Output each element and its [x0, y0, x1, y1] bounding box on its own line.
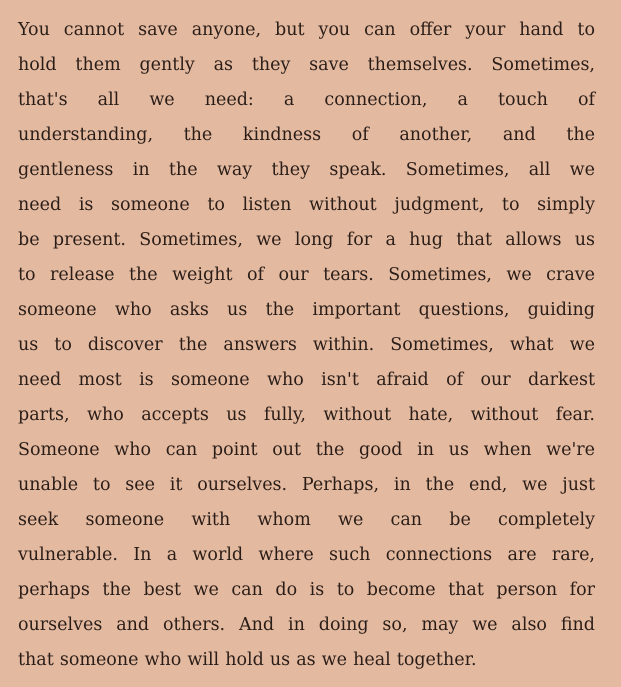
text-line: to release the weight of our tears. Sometimes, we crave — [18, 265, 595, 285]
text-line: ourselves and others. And in doing so, may we also find — [18, 615, 595, 635]
text-line: need most is someone who isn't afraid of our darkest — [18, 370, 595, 390]
text-line: You cannot save anyone, but you can offer your hand to — [18, 20, 595, 40]
text-line: need is someone to listen without judgment, to simply — [18, 195, 595, 215]
text-line: us to discover the answers within. Sometimes, what we — [18, 335, 595, 355]
text-line: hold them gently as they save themselves. Sometimes, — [18, 55, 595, 75]
text-line: understanding, the kindness of another, and the — [18, 125, 595, 145]
text-line: Someone who can point out the good in us when we're — [18, 440, 595, 460]
text-line: vulnerable. In a world where such connections are rare, — [18, 545, 595, 565]
text-line: someone who asks us the important questions, guiding — [18, 300, 595, 320]
text-line: be present. Sometimes, we long for a hug that allows us — [18, 230, 595, 250]
text-line: parts, who accepts us fully, without hate, without fear. — [18, 405, 595, 425]
text-line: perhaps the best we can do is to become that person for — [18, 580, 595, 600]
quote-passage — [18, 13, 595, 678]
text-line: gentleness in the way they speak. Sometimes, all we — [18, 160, 595, 180]
text-line: unable to see it ourselves. Perhaps, in the end, we just — [18, 475, 595, 495]
text-line: that's all we need: a connection, a touch of — [18, 90, 595, 110]
text-line: seek someone with whom we can be completely — [18, 510, 595, 530]
text-line: that someone who will hold us as we heal together. — [18, 650, 477, 670]
